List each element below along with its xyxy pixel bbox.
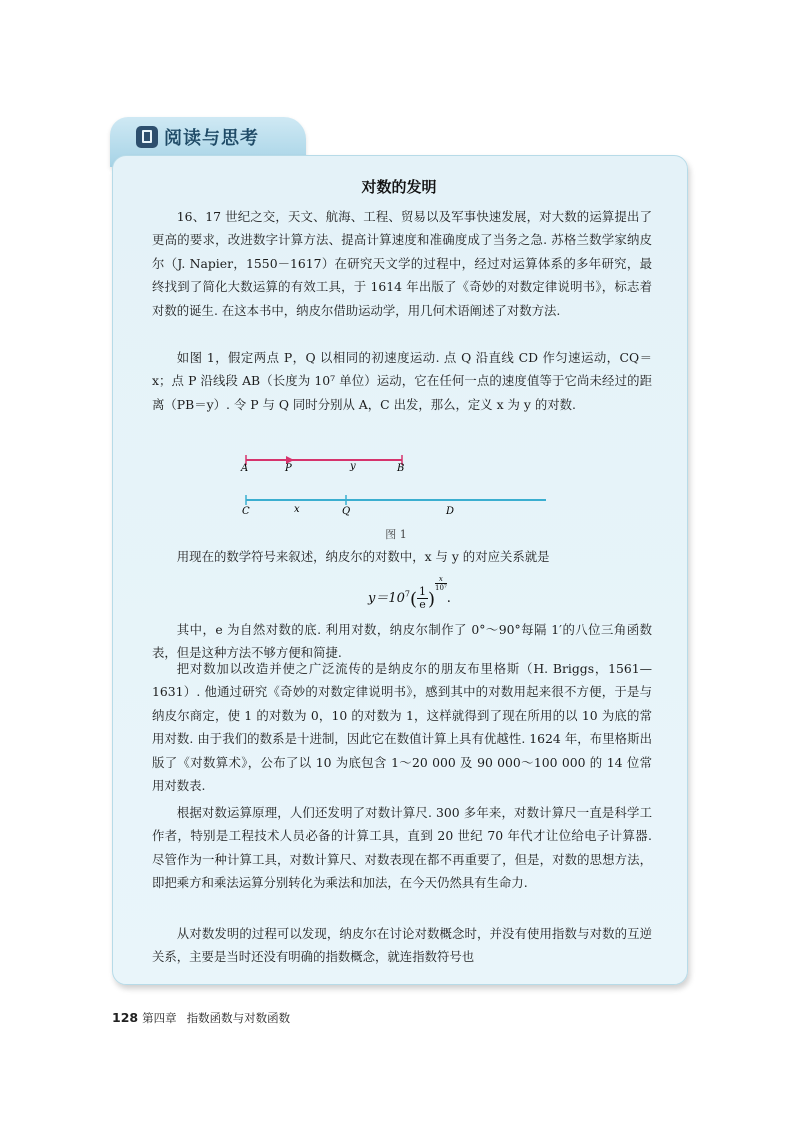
label-p: P (285, 463, 292, 474)
page-number: 128 (112, 1010, 139, 1025)
formula-lhs: y＝10 (368, 591, 405, 606)
label-y: y (350, 461, 356, 472)
article-title: 对数的发明 (361, 178, 437, 196)
chapter-label: 第四章 (142, 1011, 177, 1025)
label-c: C (242, 506, 250, 517)
formula-den: e (419, 598, 426, 611)
paragraph-3: 用现在的数学符号来叙述，纳皮尔的对数中，x 与 y 的对应关系就是 (176, 549, 550, 564)
label-x: x (294, 504, 300, 515)
page-footer (112, 1010, 290, 1026)
paragraph-5: 把对数加以改造并使之广泛流传的是纳皮尔的朋友布里格斯（H. Briggs，1561—1631）. 他通过研究《奇妙的对数定律说明书》，感到其中的对数用起来很不方便，于是与纳皮尔商定，使 1 的对数为 0，10 的对数为 1，这样就得到了现在所用的以 10 为底的常用对数. 由于我们的数系是十进制，因此它在数值计算上具有优越性. 1624 年，布里格斯出版了《对数算术》，公布了以 10 为底包含 1～20 000 及 90 000～100 000 的 14 位常用对数表. (152, 661, 652, 794)
label-a: A (241, 463, 249, 474)
label-b: B (397, 463, 405, 474)
paragraph-2: 如图 1，假定两点 P，Q 以相同的初速度运动. 点 Q 沿直线 CD 作匀速运动，CQ＝x；点 P 沿线段 AB（长度为 10⁷ 单位）运动，它在任何一点的速度值等于它尚未经过的距离（PB＝y）. 令 P 与 Q 同时分别从 A，C 出发，那么，定义 x 为 y 的对数. (152, 350, 652, 412)
formula-num: 1 (419, 585, 427, 598)
paragraph-7: 从对数发明的过程可以发现，纳皮尔在讨论对数概念时，并没有使用指数与对数的互逆关系，主要是当时还没有明确的指数概念，就连指数符号也 (152, 926, 652, 965)
napier-formula: $y=10^7$( $\frac{1}{e}$ ) $\frac{x}{\text{10⁷}}$ . (368, 575, 451, 611)
paragraph-4: 其中，e 为自然对数的底. 利用对数，纳皮尔制作了 0°～90°每隔 1′的八位三角函数表，但是这种方法不够方便和简捷. (152, 622, 652, 661)
figure-caption: 图 1 (385, 528, 407, 541)
book-icon (136, 126, 158, 148)
label-d: D (446, 506, 455, 517)
formula-exp7: 7 (404, 589, 410, 599)
paragraph-6: 根据对数运算原理，人们还发明了对数计算尺. 300 多年来，对数计算尺一直是科学工作者，特别是工程技术人员必备的计算工具，直到 20 世纪 70 年代才让位给电子计算器. 尽管作为一种计算工具，对数计算尺、对数表现在都不再重要了，但是，对数的思想方法，即把乘方和乘法运算分别转化为乘法和加法，在今天仍然具有生命力. (152, 805, 652, 891)
section-tab-title: 阅读与思考 (164, 128, 259, 149)
formula-exp-top: x (435, 575, 447, 584)
paragraph-1: 16、17 世纪之交，天文、航海、工程、贸易以及军事快速发展，对大数的运算提出了更高的要求，改进数字计算方法、提高计算速度和准确度成了当务之急. 苏格兰数学家纳皮尔（J. Napier，1550－1617）在研究天文学的过程中，经过对运算体系的多年研究，最终找到了简化大数运算的有效工具，于 1614 年出版了《奇妙的对数定律说明书》，标志着对数的诞生. 在这本书中，纳皮尔借助运动学，用几何术语阐述了对数方法. (152, 209, 652, 318)
formula-exp-bottom: 10⁷ (435, 584, 447, 592)
figure-1-diagram (236, 452, 556, 522)
chapter-title: 指数函数与对数函数 (186, 1011, 291, 1025)
formula-end: . (446, 591, 451, 606)
label-q: Q (342, 506, 351, 517)
